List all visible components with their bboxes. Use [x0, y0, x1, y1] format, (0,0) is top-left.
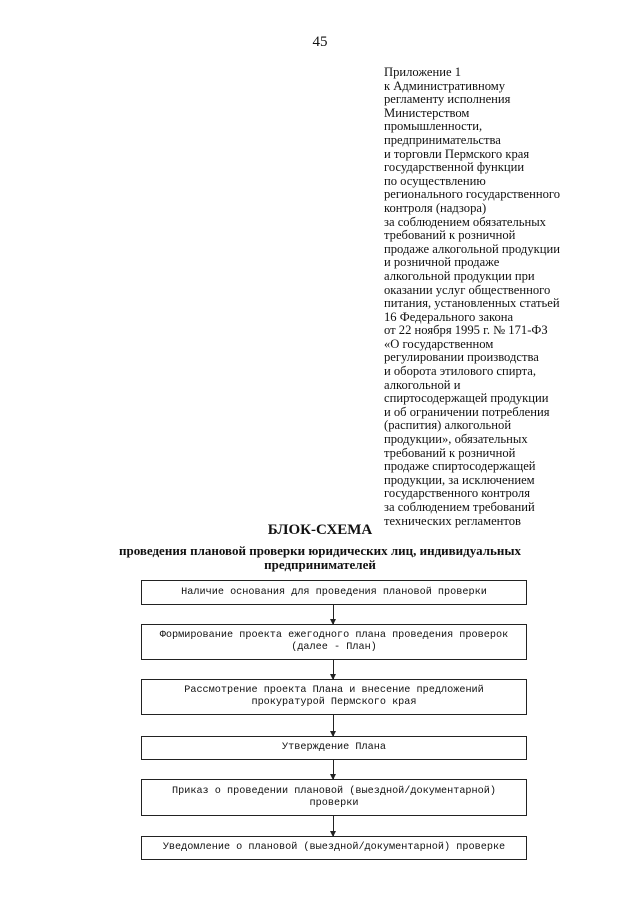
appendix-header: [384, 66, 634, 528]
flowchart-title: БЛОК-СХЕМА: [267, 522, 373, 538]
appendix-line: Министерством: [384, 105, 470, 120]
flow-arrow: [333, 660, 334, 679]
appendix-line: 16 Федерального закона: [384, 309, 514, 324]
appendix-line: технических регламентов: [384, 513, 521, 528]
appendix-line: требований к розничной: [384, 445, 516, 460]
appendix-line: «О государственном: [384, 336, 494, 351]
appendix-line: промышленности,: [384, 119, 483, 134]
flow-step-basis: Наличие основания для проведения плановой проверки: [141, 580, 527, 605]
flow-step-prosecutor-review: Рассмотрение проекта Плана и внесение предложений прокуратурой Пермского края: [141, 679, 527, 715]
appendix-line: за соблюдением требований: [384, 500, 535, 514]
appendix-line: продаже алкогольной продукции: [384, 241, 560, 256]
appendix-line: и розничной продаже: [384, 255, 500, 270]
appendix-line: регламенту исполнения: [384, 92, 511, 107]
appendix-line: требований к розничной: [384, 228, 516, 243]
appendix-line: продукции, за исключением: [384, 472, 535, 487]
appendix-line: питания, установленных статьей: [384, 296, 560, 311]
appendix-line: и торговли Пермского края: [384, 146, 530, 161]
flow-arrow: [333, 605, 334, 624]
flow-step-plan-approval: Утверждение Плана: [141, 736, 527, 760]
appendix-line: государственной функции: [384, 160, 525, 175]
appendix-line: регионального государственного: [384, 187, 561, 202]
appendix-line: продукции», обязательных: [384, 432, 528, 447]
appendix-line: и оборота этилового спирта,: [384, 364, 536, 379]
appendix-line: спиртосодержащей продукции: [384, 391, 549, 406]
flow-arrow: [333, 715, 334, 736]
flow-step-inspection-order: Приказ о проведении плановой (выездной/документарной) проверки: [141, 779, 527, 816]
appendix-line: Приложение 1: [384, 65, 462, 79]
appendix-line: и об ограничении потребления: [384, 404, 550, 419]
appendix-line: алкогольной продукции при: [384, 268, 535, 283]
appendix-line: за соблюдением обязательных: [384, 214, 546, 229]
appendix-line: (распития) алкогольной: [384, 418, 512, 433]
appendix-line: оказании услуг общественного: [384, 282, 551, 297]
flow-step-plan-draft: Формирование проекта ежегодного плана проведения проверок (далее - План): [141, 624, 527, 660]
appendix-line: предпринимательства: [384, 132, 501, 147]
flow-step-notification: Уведомление о плановой (выездной/документарной) проверке: [141, 836, 527, 860]
appendix-line: по осуществлению: [384, 173, 486, 188]
flow-arrow: [333, 816, 334, 836]
appendix-line: алкогольной и: [384, 377, 461, 392]
flow-arrow: [333, 760, 334, 779]
appendix-line: продаже спиртосодержащей: [384, 459, 536, 474]
appendix-line: к Административному: [384, 78, 506, 93]
appendix-line: государственного контроля: [384, 486, 530, 501]
appendix-line: от 22 ноября 1995 г. № 171-ФЗ: [384, 323, 548, 338]
page-number: 45: [312, 34, 328, 50]
appendix-line: регулировании производства: [384, 350, 539, 365]
flowchart-subtitle: проведения плановой проверки юридических лиц, индивидуальных предпринимателей: [118, 543, 522, 572]
appendix-line: контроля (надзора): [384, 200, 487, 215]
